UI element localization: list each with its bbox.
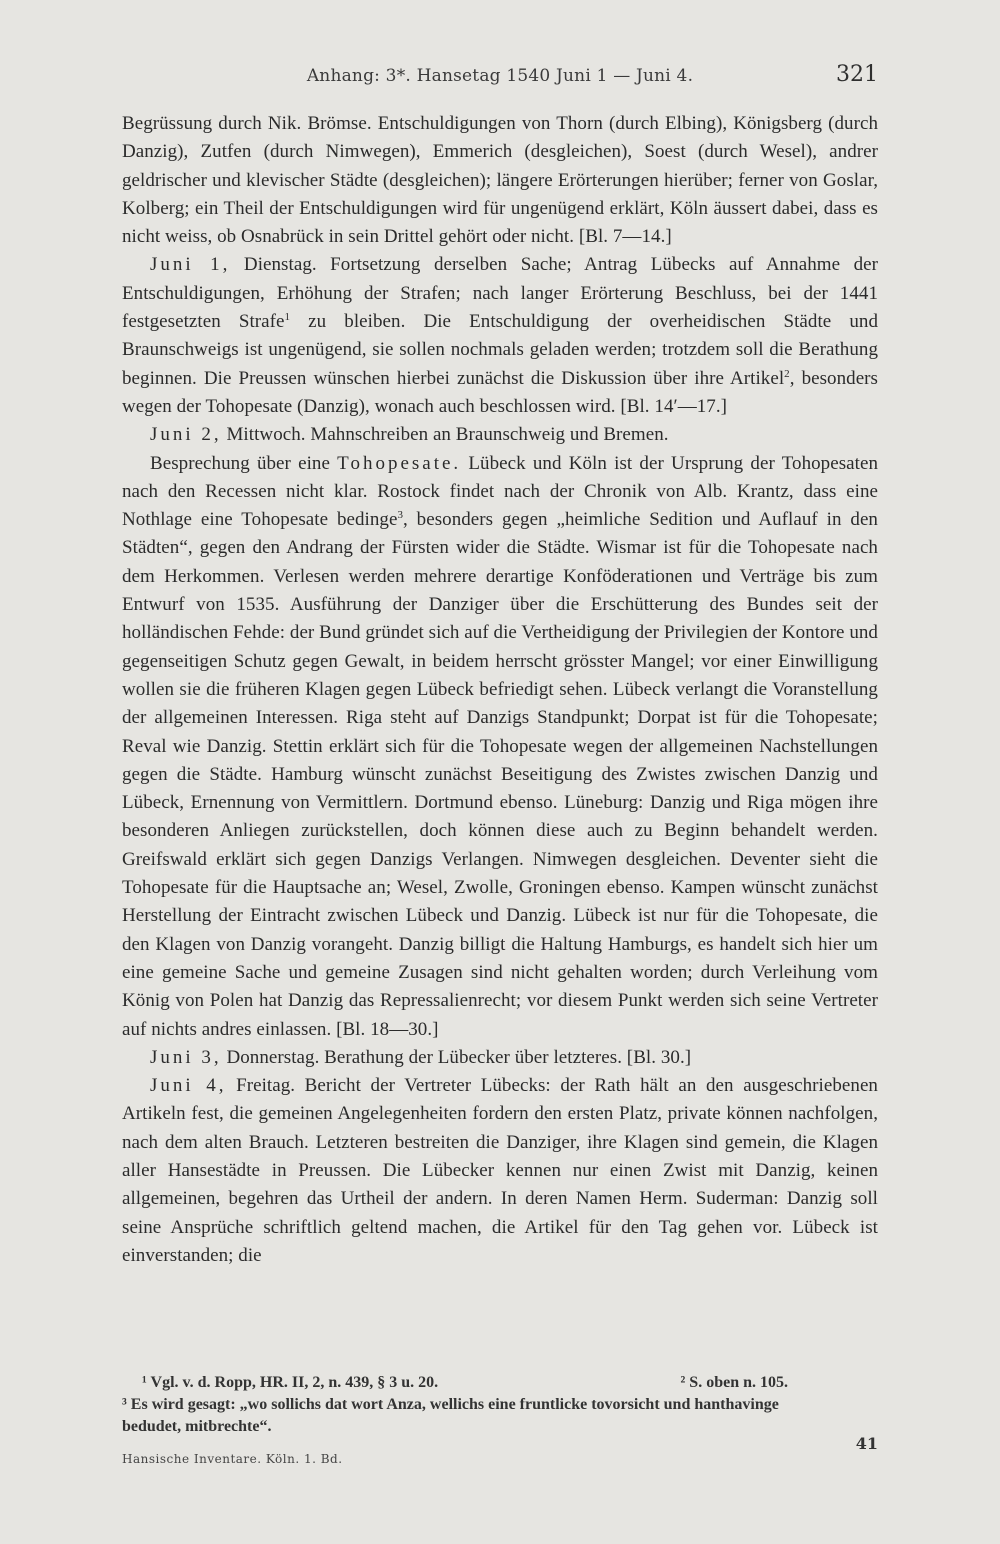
entry-date-june-4: Juni 4,: [150, 1075, 227, 1097]
spaced-term-tohopesate: Tohopesate.: [337, 452, 462, 474]
paragraph-june-2: [122, 421, 878, 449]
footnote-row: [122, 1372, 878, 1394]
paragraph-text: Dienstag. Fortsetzung derselben Sache; Antrag Lübecks auf Annahme der Entschuldigungen, Erhöhung der Strafen; nach langer Erörterung Beschluss, bei der 1441 festgesetzten Strafe: [122, 254, 878, 333]
signature-mark: 41: [855, 1434, 878, 1453]
paragraph-text: Donnerstag. Berathung der Lübecker über letzteres. [Bl. 30.]: [221, 1046, 692, 1068]
paragraph-tohopesate: [122, 450, 878, 1044]
footnote-1: ¹ Vgl. v. d. Ropp, HR. II, 2, n. 439, § 3 u. 20.: [142, 1374, 439, 1391]
paragraph-text: Freitag. Bericht der Vertreter Lübecks: der Rath hält an den ausgeschriebenen Artikeln fest, die gemeinen Angelegenheiten fordern den ersten Platz, private können nachfolgen, nach dem alten Brauch. Letzteren bestreiten die Danziger, ihre Klagen sind gemein, die Klagen aller Hansestädte in Preussen. Die Lübecker kennen nur einen Zwist mit Danzig, keinen allgemeinen, begehren das Urtheil der andern. In deren Namen Herm. Suderman: Danzig soll seine Ansprüche schriftlich geltend machen, die Artikel für den Tag gehen vor. Lübeck ist einverstanden; die: [122, 1075, 878, 1266]
footnote-ref-1: 1: [284, 311, 291, 324]
paragraph-text: zu bleiben. Die Entschuldigung der overheidischen Städte und Braunschweigs ist ungenügend, sie sollen nochmals geladen werden; trotzdem soll die Berathung beginnen. Die Preussen wünschen hierbei zunächst die Diskussion über ihre Artikel: [122, 311, 879, 389]
paragraph-june-1: [122, 251, 878, 421]
paragraph-text: , besonders gegen „heimliche Sedition und Auflauf in den Städten“, gegen den Andrang der Fürsten wider die Städte. Wismar ist für die Tohopesate nach dem Herkommen. Verlesen werden mehrere derartige Konföderationen und Verträge bis zum Entwurf von 1535. Ausführung der Danziger über die Erschütterung des Bundes seit der holländischen Fehde: der Bund gründet sich auf die Vertheidigung der Privilegien der Kontore und gegenseitigen Schutz gegen Gewalt, in beidem herrscht grösster Mangel; vor einer Einwilligung wollen sie die früheren Klagen gegen Lübeck befriedigt sehen. Lübeck verlangt die Voranstellung der allgemeinen Interessen. Riga steht auf Danzigs Standpunkt; Dorpat ist für die Tohopesate; Reval wie Danzig. Stettin erklärt sich für die Tohopesate wegen der allgemeinen Nachstellungen gegen die Städte. Hamburg wünscht zunächst Beseitigung des Zwistes zwischen Danzig und Lübeck, Ernennung von Vermittlern. Dortmund ebenso. Lüneburg: Danzig und Riga mögen ihre besonderen Anliegen zurückstellen, doch können diese auch zu Beginn behandelt werden. Greifswald erklärt sich gegen Danzigs Verlangen. Nimwegen desgleichen. Deventer sieht die Tohopesate für die Hauptsache an; Wesel, Zwolle, Groningen ebenso. Kampen wünscht zunächst Herstellung der Eintracht zwischen Lübeck und Danzig. Lübeck ist nur für die Tohopesate, die den Klagen von Danzig vorangeht. Danzig billigt die Haltung Hamburgs, es handelt sich hier um eine gemeine Sache und gemeine Zusagen sind nicht gehalten worden; durch Verleihung vom König von Polen hat Danzig das Repressalienrecht; vor diesem Punkt werden sich seine Vertreter auf nichts andres einlassen. [Bl. 18—30.]: [122, 509, 878, 1040]
paragraph-text: , besonders wegen der Tohopesate (Danzig), wonach auch beschlossen wird. [Bl. 14′—17.]: [122, 367, 878, 417]
paragraph-june-3: [122, 1044, 878, 1072]
footnote-3-continued: bedudet, mitbrechte“.: [122, 1418, 272, 1435]
paragraph-text: Mittwoch. Mahnschreiben an Braunschweig und Bremen.: [221, 424, 669, 446]
footnote-3: ³ Es wird gesagt: „wo sollichs dat wort Anza, wellichs eine fruntlicke tovorsicht und hanthavinge: [122, 1396, 779, 1413]
paragraph-text: Besprechung über eine: [150, 452, 338, 474]
footnotes: [122, 1372, 878, 1438]
running-head: Anhang: 3*. Hansetag 1540 Juni 1 — Juni 4.: [306, 66, 694, 86]
footnote-2: ² S. oben n. 105.: [680, 1374, 788, 1391]
entry-date-june-2: Juni 2,: [150, 424, 222, 446]
paragraph-text: Lübeck und Köln ist der Ursprung der Tohopesaten nach den Recessen nicht klar. Rostock findet nach der Chronik von Alb. Krantz, dass eine Nothlage eine Tohopesate bedinge: [122, 452, 878, 531]
footnote-ref-2: 2: [784, 367, 790, 380]
footnote-ref-3: 3: [397, 509, 403, 522]
paragraph-june-4: [122, 1072, 878, 1270]
body-text: [122, 110, 878, 1270]
paragraph-greeting: Begrüssung durch Nik. Brömse. Entschuldigungen von Thorn (durch Elbing), Königsberg (durch Danzig), Zutfen (durch Nimwegen), Emmerich (desgleichen), Soest (durch Wesel), andrer geldrischer und klevischer Städte (desgleichen); längere Erörterungen hierüber; ferner von Goslar, Kolberg; ein Theil der Entschuldigungen wird für ungenügend erklärt, Köln äussert dabei, dass es nicht weiss, ob Osnabrück in sein Drittel gehört oder nicht. [Bl. 7—14.]: [122, 113, 878, 248]
entry-date-june-3: Juni 3,: [150, 1046, 222, 1068]
entry-date-june-1: Juni 1,: [150, 254, 231, 276]
page-number: 321: [836, 62, 878, 87]
imprint-line: Hansische Inventare. Köln. 1. Bd.: [122, 1452, 343, 1466]
